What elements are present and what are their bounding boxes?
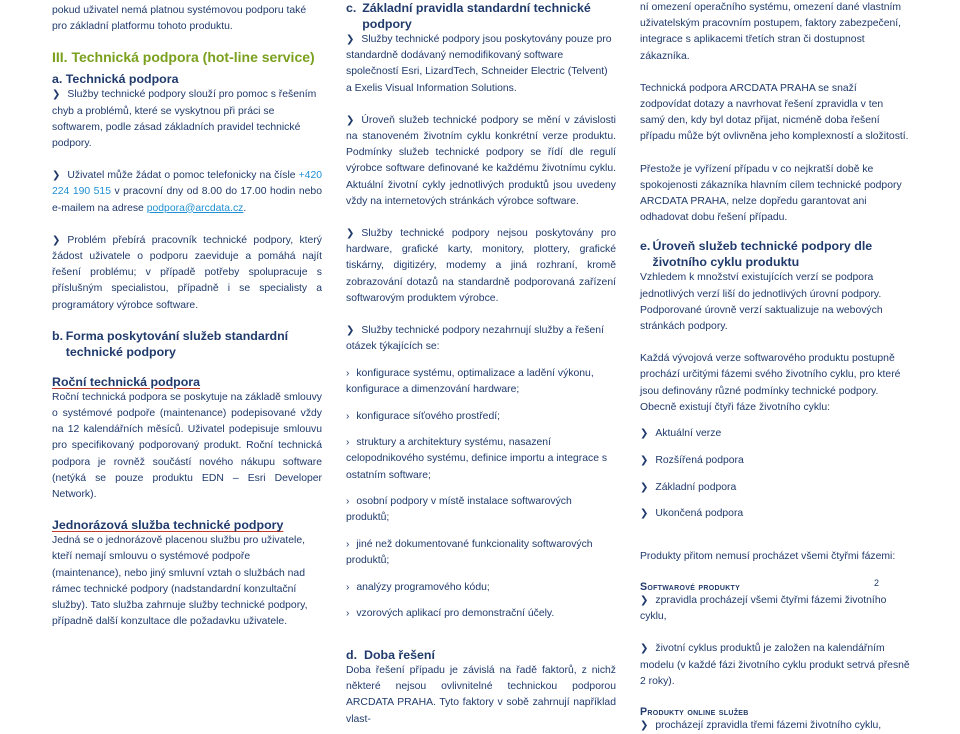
column-middle xyxy=(346,0,616,728)
c-sub-item: › jiné než dokumentované funkcionality softwarových produktů; xyxy=(346,539,593,567)
c-paragraph-4: ❯ Služby technické podpory nezahrnují služby a řešení otázek týkajících se: xyxy=(346,325,604,353)
phase-item: ❯ Aktuální verze xyxy=(640,428,722,440)
jednorazova-text: Jedná se o jednorázově placenou službu pro uživatele, kteří nemají smlouvu o systémové podpoře (maintenance), nebo jiný smluvní vztah o službách nad rámec technické podpory (nadstandardní konzultační služby). Tato služba zahrnuje služby technické podpory, případně další konzultace dle požadavku uživatele. xyxy=(52,535,308,628)
chevron-icon: ❯ xyxy=(52,234,61,246)
col3-paragraph-2: Technická podpora ARCDATA PRAHA se snaží zodpovídat dotazy a navrhovat řešení zpravidla v ten samý den, kdy byl dotaz přijat, nicméně doba řešení případu může být ovlivněna jeho komplexností a složitostí. xyxy=(640,82,909,143)
c-paragraph-3: ❯ Služby technické podpory nejsou poskytovány pro hardware, grafické karty, monitory, plottery, grafické tiskárny, digitizéry, modemy a jiná rozhraní, kromě zobrazování dotazů na standardně podporovaná zařízení softwarovým produktem výrobce. xyxy=(346,228,616,304)
subsection-e-heading: e. Úroveň služeb technické podpory dle životního cyklu produktu xyxy=(640,239,873,270)
chevron-icon: ❯ xyxy=(640,643,649,655)
c-sub-item: › konfigurace síťového prostředí; xyxy=(346,410,501,422)
c-sub-item: › konfigurace systému, optimalizace a ladění výkonu, konfigurace a dimenzování hardware; xyxy=(346,367,594,396)
online-products-heading: Produkty online služeb xyxy=(640,706,749,719)
chevron-icon: ❯ xyxy=(640,595,649,607)
chevron-icon: ❯ xyxy=(640,481,649,493)
chevron-outline-icon: › xyxy=(346,608,350,620)
support-email-link[interactable]: podpora@arcdata.cz xyxy=(146,202,244,214)
a-paragraph-3: ❯ Problém přebírá pracovník technické podpory, který žádost uživatele o podporu zaeviduje a pomáhá najít řešení problému; v případě potřeby spolupracuje s příslušným specialistou, případně i se specialisty a programátory výrobce software. xyxy=(52,234,322,311)
chevron-icon: ❯ xyxy=(346,228,355,240)
software-bullet-1: ❯ zpravidla procházejí všemi čtyřmi fázemi životního cyklu, xyxy=(640,595,887,623)
chevron-icon: ❯ xyxy=(640,455,649,467)
phase-item: ❯ Základní podpora xyxy=(640,481,737,493)
chevron-icon: ❯ xyxy=(640,508,649,520)
column-left xyxy=(52,0,322,630)
chevron-icon: ❯ xyxy=(640,720,649,732)
phase-item: ❯ Ukončená podpora xyxy=(640,508,744,520)
e-paragraph-1: Vzhledem k množství existujících verzí se podpora jednotlivých verzí liší do jednotlivých úrovní podpory. Podporované úrovně verzí saktualizuje na webových stránkách podpory. xyxy=(640,272,883,333)
chevron-icon: ❯ xyxy=(346,114,355,126)
chevron-outline-icon: › xyxy=(346,581,350,593)
phase-item: ❯ Rozšířená podpora xyxy=(640,455,744,467)
c-paragraph-2: ❯ Úroveň služeb technické podpory se mění v závislosti na stanoveném životním cyklu konkrétní verze produktu. Podmínky služeb technické podpory se řídí dle regulí výrobce software definované ke každému životnímu cyklu. Aktuální životní cykly jednotlivých produktů jsou uvedeny vždy na internetových stránkách výrobce software. xyxy=(346,114,616,207)
rocni-text: Roční technická podpora se poskytuje na základě smlouvy o systémové podpoře (maintenance) podepisované vždy na 12 kalendářních měsíců. Uživatel podepisuje smlouvu pro specifikovaný podporovaný produkt. Roční technická podpora je rovněž součástí nového nákupu software (netýká se pouze produktu EDN – Esri Developer Network). xyxy=(52,391,322,501)
c-sub-item: › osobní podpory v místě instalace softwarových produktů; xyxy=(346,496,572,524)
software-bullet-2: ❯ životní cyklus produktů je založen na kalendářním modelu (v každé fázi životního cyklu produkt setrvá přesně 2 roky). xyxy=(640,643,910,687)
col3-paragraph-1: ní omezení operačního systému, omezení dané vlastním uživatelským pracovním postupem, faktory zabezpečení, integrace s aplikacemi třetích stran či dostupnost zákazníka. xyxy=(640,2,902,62)
col3-paragraph-3: Přestože je vyřízení případu v co nejkratší době ke spokojenosti zákazníka hlavním cílem technické podpory ARCDATA PRAHA, nelze dopředu garantovat ani odhadovat dobu řešení případu. xyxy=(640,163,902,224)
subsection-a-heading: a. Technická podpora xyxy=(52,72,179,87)
section-iii-heading: III. Technická podpora (hot-line service) xyxy=(52,49,315,66)
chevron-outline-icon: › xyxy=(346,410,350,422)
a-paragraph-1: ❯ Služby technické podpory slouží pro pomoc s řešením chyb a problémů, které se vyskytnou při práci se softwarem, podle zásad základních pravidel technické podpory. xyxy=(52,89,317,150)
subsection-d-heading: d. Doba řešení xyxy=(346,648,435,663)
chevron-outline-icon: › xyxy=(346,496,350,508)
e-paragraph-3: Produkty přitom nemusí procházet všemi čtyřmi fázemi: xyxy=(640,550,896,562)
subsection-b-heading: b. Forma poskytování služeb standardní technické podpory xyxy=(52,328,289,359)
chevron-icon: ❯ xyxy=(640,428,649,440)
intro-paragraph: pokud uživatel nemá platnou systémovou podporu také pro základní platformu tohoto produktu. xyxy=(52,5,307,33)
software-products-heading: Softwarové produkty xyxy=(640,581,741,594)
chevron-outline-icon: › xyxy=(346,437,350,449)
chevron-outline-icon: › xyxy=(346,539,350,551)
a-paragraph-2: ❯ Uživatel může žádat o pomoc telefonicky na čísle +420 224 190 515 v pracovní dny od 8.00 do 17.00 hodin nebo e-mailem na adrese podpora@arcdata.cz. xyxy=(52,170,322,214)
c-sub-item: › vzorových aplikací pro demonstrační účely. xyxy=(346,608,555,620)
jednorazova-heading: Jednorázová služba technické podpory xyxy=(52,518,284,533)
online-bullet-1: ❯ procházejí zpravidla třemi fázemi životního cyklu, xyxy=(640,720,882,732)
d-text: Doba řešení případu je závislá na řadě faktorů, z nichž některé nejsou ovlivnitelné technickou podporou ARCDATA PRAHA. Tyto faktory v sobě zahrnují například vlast- xyxy=(346,665,616,725)
c-sub-item: › analýzy programového kódu; xyxy=(346,581,490,593)
page-number: 2 xyxy=(874,578,880,588)
e-paragraph-2: Každá vývojová verze softwarového produktu postupně prochází určitými fázemi svého životního cyklu, pro které jsou definovány různé podmínky technické podpory. Obecně existují čtyři fáze životního cyklu: xyxy=(640,353,901,413)
chevron-icon: ❯ xyxy=(52,89,61,101)
chevron-icon: ❯ xyxy=(346,34,355,45)
chevron-outline-icon: › xyxy=(346,367,350,379)
c-sub-item: › struktury a architektury systému, nasazení celopodnikového systému, definice importu a integrace s ostatním software; xyxy=(346,437,608,481)
chevron-icon: ❯ xyxy=(52,170,61,182)
c-paragraph-1: ❯ Služby technické podpory jsou poskytovány pouze pro standardně dodávaný nemodifikovaný software společností Esri, LizardTech, Schneider Electric (Telvent) a Exelis Visual Information Solutions. xyxy=(346,34,612,94)
chevron-icon: ❯ xyxy=(346,325,355,337)
phone-number[interactable]: +420 224 190 515 xyxy=(52,170,322,198)
subsection-c-heading: c. Základní pravidla standardní technické podpory xyxy=(346,1,591,31)
column-right xyxy=(640,0,910,734)
rocni-heading: Roční technická podpora xyxy=(52,374,201,389)
